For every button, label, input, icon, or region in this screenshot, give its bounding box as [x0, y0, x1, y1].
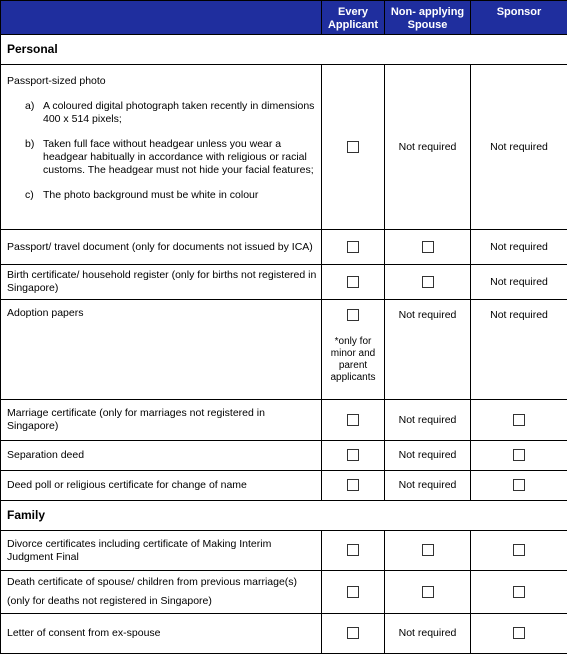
- header-row: [1, 1, 567, 35]
- cell-sponsor: [471, 531, 567, 571]
- cell-spouse: [385, 230, 471, 265]
- row-label: Adoption papers: [1, 300, 322, 400]
- row-label: Letter of consent from ex-spouse: [1, 614, 322, 654]
- section-family: [1, 501, 567, 531]
- cell-sponsor: [471, 471, 567, 501]
- cell-sponsor: Not required: [471, 65, 567, 230]
- cell-applicant: [322, 65, 385, 230]
- row-label: Separation deed: [1, 441, 322, 471]
- checkbox[interactable]: [513, 414, 525, 426]
- checkbox[interactable]: [513, 449, 525, 461]
- list-item: [25, 189, 317, 202]
- checkbox[interactable]: [513, 627, 525, 639]
- list-text: The photo background must be white in colour: [43, 189, 258, 202]
- list-text: A coloured digital photograph taken recently in dimensions 400 x 514 pixels;: [43, 100, 317, 126]
- cell-applicant: [322, 471, 385, 501]
- list-marker: b): [25, 138, 43, 177]
- cell-spouse: Not required: [385, 400, 471, 441]
- checkbox[interactable]: [422, 586, 434, 598]
- row-consent: [1, 614, 567, 654]
- checkbox[interactable]: [347, 627, 359, 639]
- row-title: Death certificate of spouse/ children from previous marriage(s): [7, 576, 317, 589]
- cell-applicant: [322, 400, 385, 441]
- row-label: Birth certificate/ household register (only for births not registered in Singapore): [1, 265, 322, 300]
- cell-applicant: [322, 265, 385, 300]
- checkbox[interactable]: [347, 479, 359, 491]
- section-personal: [1, 35, 567, 65]
- checkbox[interactable]: [347, 544, 359, 556]
- checkbox[interactable]: [347, 586, 359, 598]
- cell-applicant: [322, 571, 385, 614]
- row-birth: [1, 265, 567, 300]
- cell-applicant: [322, 300, 385, 400]
- row-label: [1, 65, 322, 230]
- cell-applicant: [322, 531, 385, 571]
- cell-spouse: [385, 531, 471, 571]
- applicant-note: *only for minor and parent applicants: [322, 336, 384, 384]
- cell-sponsor: Not required: [471, 265, 567, 300]
- checkbox[interactable]: [422, 241, 434, 253]
- row-title: Passport-sized photo: [7, 75, 317, 88]
- row-label: Passport/ travel document (only for documents not issued by ICA): [1, 230, 322, 265]
- section-title: Family: [1, 501, 567, 531]
- checkbox[interactable]: [347, 449, 359, 461]
- row-label: Marriage certificate (only for marriages not registered in Singapore): [1, 400, 322, 441]
- checkbox[interactable]: [422, 276, 434, 288]
- row-subtitle: (only for deaths not registered in Singapore): [7, 595, 317, 608]
- list-text: Taken full face without headgear unless you wear a headgear habitually in accordance with religious or racial customs. The headgear must not hide your facial features;: [43, 138, 317, 177]
- cell-sponsor: [471, 441, 567, 471]
- row-adoption: [1, 300, 567, 400]
- checkbox[interactable]: [347, 241, 359, 253]
- checkbox[interactable]: [347, 309, 359, 321]
- header-item: [1, 1, 322, 35]
- cell-applicant: [322, 441, 385, 471]
- section-title: Personal: [1, 35, 567, 65]
- row-photo: [1, 65, 567, 230]
- row-passport: [1, 230, 567, 265]
- checkbox[interactable]: [513, 479, 525, 491]
- row-divorce: [1, 531, 567, 571]
- row-death: [1, 571, 567, 614]
- cell-spouse: [385, 265, 471, 300]
- cell-applicant: [322, 614, 385, 654]
- cell-spouse: [385, 571, 471, 614]
- header-non-applying-spouse: Non- applying Spouse: [385, 1, 471, 35]
- list-marker: c): [25, 189, 43, 202]
- row-label: Divorce certificates including certificate of Making Interim Judgment Final: [1, 531, 322, 571]
- list-marker: a): [25, 100, 43, 126]
- cell-spouse: Not required: [385, 65, 471, 230]
- checkbox[interactable]: [422, 544, 434, 556]
- header-sponsor: Sponsor: [471, 1, 567, 35]
- cell-sponsor: Not required: [471, 300, 567, 400]
- list-item: [25, 100, 317, 126]
- cell-sponsor: [471, 400, 567, 441]
- checkbox[interactable]: [347, 141, 359, 153]
- row-separation: [1, 441, 567, 471]
- checkbox[interactable]: [513, 586, 525, 598]
- row-deed-poll: [1, 471, 567, 501]
- checkbox[interactable]: [347, 276, 359, 288]
- cell-sponsor: [471, 571, 567, 614]
- cell-sponsor: [471, 614, 567, 654]
- cell-sponsor: Not required: [471, 230, 567, 265]
- checkbox[interactable]: [347, 414, 359, 426]
- list-item: [25, 138, 317, 177]
- cell-spouse: Not required: [385, 614, 471, 654]
- row-label: [1, 571, 322, 614]
- cell-spouse: Not required: [385, 471, 471, 501]
- header-every-applicant: Every Applicant: [322, 1, 385, 35]
- cell-spouse: Not required: [385, 300, 471, 400]
- checkbox[interactable]: [513, 544, 525, 556]
- row-label: Deed poll or religious certificate for change of name: [1, 471, 322, 501]
- row-marriage: [1, 400, 567, 441]
- cell-spouse: Not required: [385, 441, 471, 471]
- cell-applicant: [322, 230, 385, 265]
